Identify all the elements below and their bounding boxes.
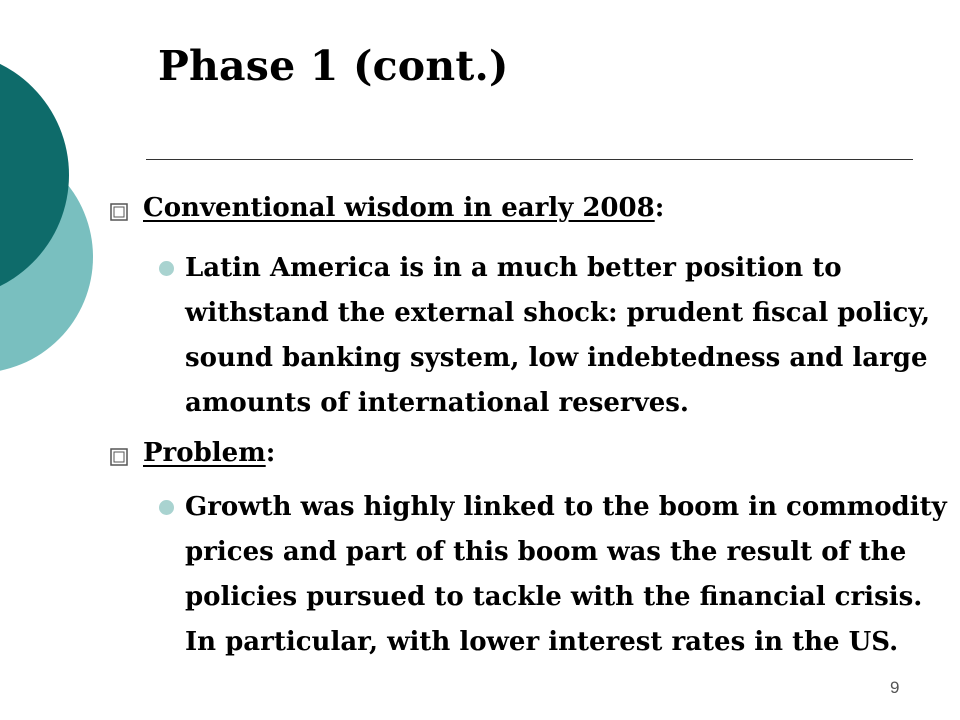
page-number: 9 <box>890 678 900 697</box>
bullet-heading-colon: : <box>654 193 665 223</box>
decorative-circles <box>0 0 100 400</box>
slide-title: Phase 1 (cont.) <box>158 42 509 90</box>
square-bullet-icon <box>108 446 130 468</box>
bullet-heading-label: Problem <box>143 438 266 468</box>
bullet-heading-label: Conventional wisdom in early 2008 <box>143 193 655 223</box>
bullet-heading <box>143 438 275 468</box>
round-bullet-icon <box>159 261 174 276</box>
round-bullet-icon <box>159 500 174 515</box>
sub-bullet-text: Latin America is in a much better position to withstand the external shock: prudent fiscal policy, sound banking system, low indebtedness and large amounts of international reserves. <box>185 253 931 418</box>
sub-bullet-text: Growth was highly linked to the boom in commodity prices and part of this boom was the result of the policies pursued to tackle with the financial crisis. In particular, with lower interest rates in the US. <box>185 492 947 657</box>
bullet-heading-colon: : <box>265 438 276 468</box>
square-bullet-icon <box>108 201 130 223</box>
bullet-heading <box>143 193 664 223</box>
title-divider <box>146 159 913 160</box>
